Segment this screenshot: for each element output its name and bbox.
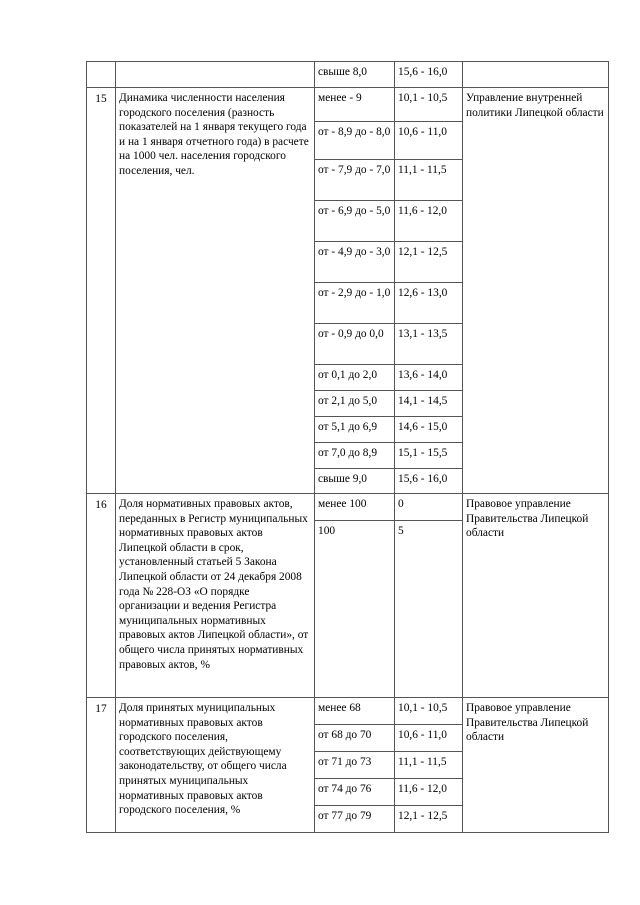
table-row [87, 698, 609, 725]
criterion-cell: от 0,1 до 2,0 [315, 365, 395, 391]
score-cell: 13,6 - 14,0 [395, 365, 463, 391]
score-cell: 10,6 - 11,0 [395, 725, 463, 752]
score-cell: 10,1 - 10,5 [395, 88, 463, 122]
score-cell: 14,6 - 15,0 [395, 417, 463, 443]
criterion-cell: от 68 до 70 [315, 725, 395, 752]
responsible-cell [463, 62, 609, 88]
criterion-cell: свыше 9,0 [315, 469, 395, 494]
score-cell: 10,6 - 11,0 [395, 122, 463, 160]
indicator-cell: Доля принятых муниципальных нормативных правовых актов городского поселения, соответствующих действующему законодательству, от общего числа принятых муниципальных нормативных правовых актов городского поселения, % [116, 698, 315, 833]
criterion-cell: менее 68 [315, 698, 395, 725]
criterion-cell: от 71 до 73 [315, 752, 395, 779]
score-cell: 13,1 - 13,5 [395, 324, 463, 365]
score-cell: 11,1 - 11,5 [395, 160, 463, 201]
score-cell: 11,1 - 11,5 [395, 752, 463, 779]
criterion-cell: от - 4,9 до - 3,0 [315, 242, 395, 283]
table-row [87, 494, 609, 521]
criterion-cell: от - 8,9 до - 8,0 [315, 122, 395, 160]
score-cell: 12,1 - 12,5 [395, 806, 463, 833]
score-cell: 15,1 - 15,5 [395, 443, 463, 469]
table-row [87, 62, 609, 88]
criterion-cell: от 77 до 79 [315, 806, 395, 833]
responsible-cell: Правовое управление Правительства Липецкой области [463, 494, 609, 698]
criterion-cell: от - 7,9 до - 7,0 [315, 160, 395, 201]
score-cell: 15,6 - 16,0 [395, 469, 463, 494]
row-number [87, 62, 116, 88]
criterion-cell: менее - 9 [315, 88, 395, 122]
score-cell: 15,6 - 16,0 [395, 62, 463, 88]
row-number: 15 [87, 88, 116, 494]
score-cell: 5 [395, 521, 463, 698]
score-cell: 0 [395, 494, 463, 521]
row-number: 16 [87, 494, 116, 698]
criterion-cell: от - 0,9 до 0,0 [315, 324, 395, 365]
criterion-cell: 100 [315, 521, 395, 698]
responsible-cell: Правовое управление Правительства Липецкой области [463, 698, 609, 833]
indicator-cell: Доля нормативных правовых актов, переданных в Регистр муниципальных нормативных правовых актов Липецкой области в срок, установленный статьей 5 Закона Липецкой области от 24 декабря 2008 года № 228-ОЗ «О порядке организации и ведения Регистра муниципальных нормативных правовых актов Липецкой области», от общего числа принятых нормативных правовых актов, % [116, 494, 315, 698]
criterion-cell: от 2,1 до 5,0 [315, 391, 395, 417]
score-cell: 10,1 - 10,5 [395, 698, 463, 725]
criterion-cell: от - 6,9 до - 5,0 [315, 201, 395, 242]
score-cell: 11,6 - 12,0 [395, 779, 463, 806]
indicator-cell [116, 62, 315, 88]
responsible-cell: Управление внутренней политики Липецкой области [463, 88, 609, 494]
criterion-cell: от 5,1 до 6,9 [315, 417, 395, 443]
score-cell: 12,1 - 12,5 [395, 242, 463, 283]
criteria-table [86, 61, 609, 833]
criterion-cell: от - 2,9 до - 1,0 [315, 283, 395, 324]
criterion-cell: менее 100 [315, 494, 395, 521]
row-number: 17 [87, 698, 116, 833]
criterion-cell: свыше 8,0 [315, 62, 395, 88]
table-row [87, 88, 609, 122]
criterion-cell: от 74 до 76 [315, 779, 395, 806]
indicator-cell: Динамика численности населения городского поселения (разность показателей на 1 января текущего года и на 1 января отчетного года) в расчете на 1000 чел. населения городского поселения, чел. [116, 88, 315, 494]
criterion-cell: от 7,0 до 8,9 [315, 443, 395, 469]
score-cell: 11,6 - 12,0 [395, 201, 463, 242]
score-cell: 12,6 - 13,0 [395, 283, 463, 324]
score-cell: 14,1 - 14,5 [395, 391, 463, 417]
